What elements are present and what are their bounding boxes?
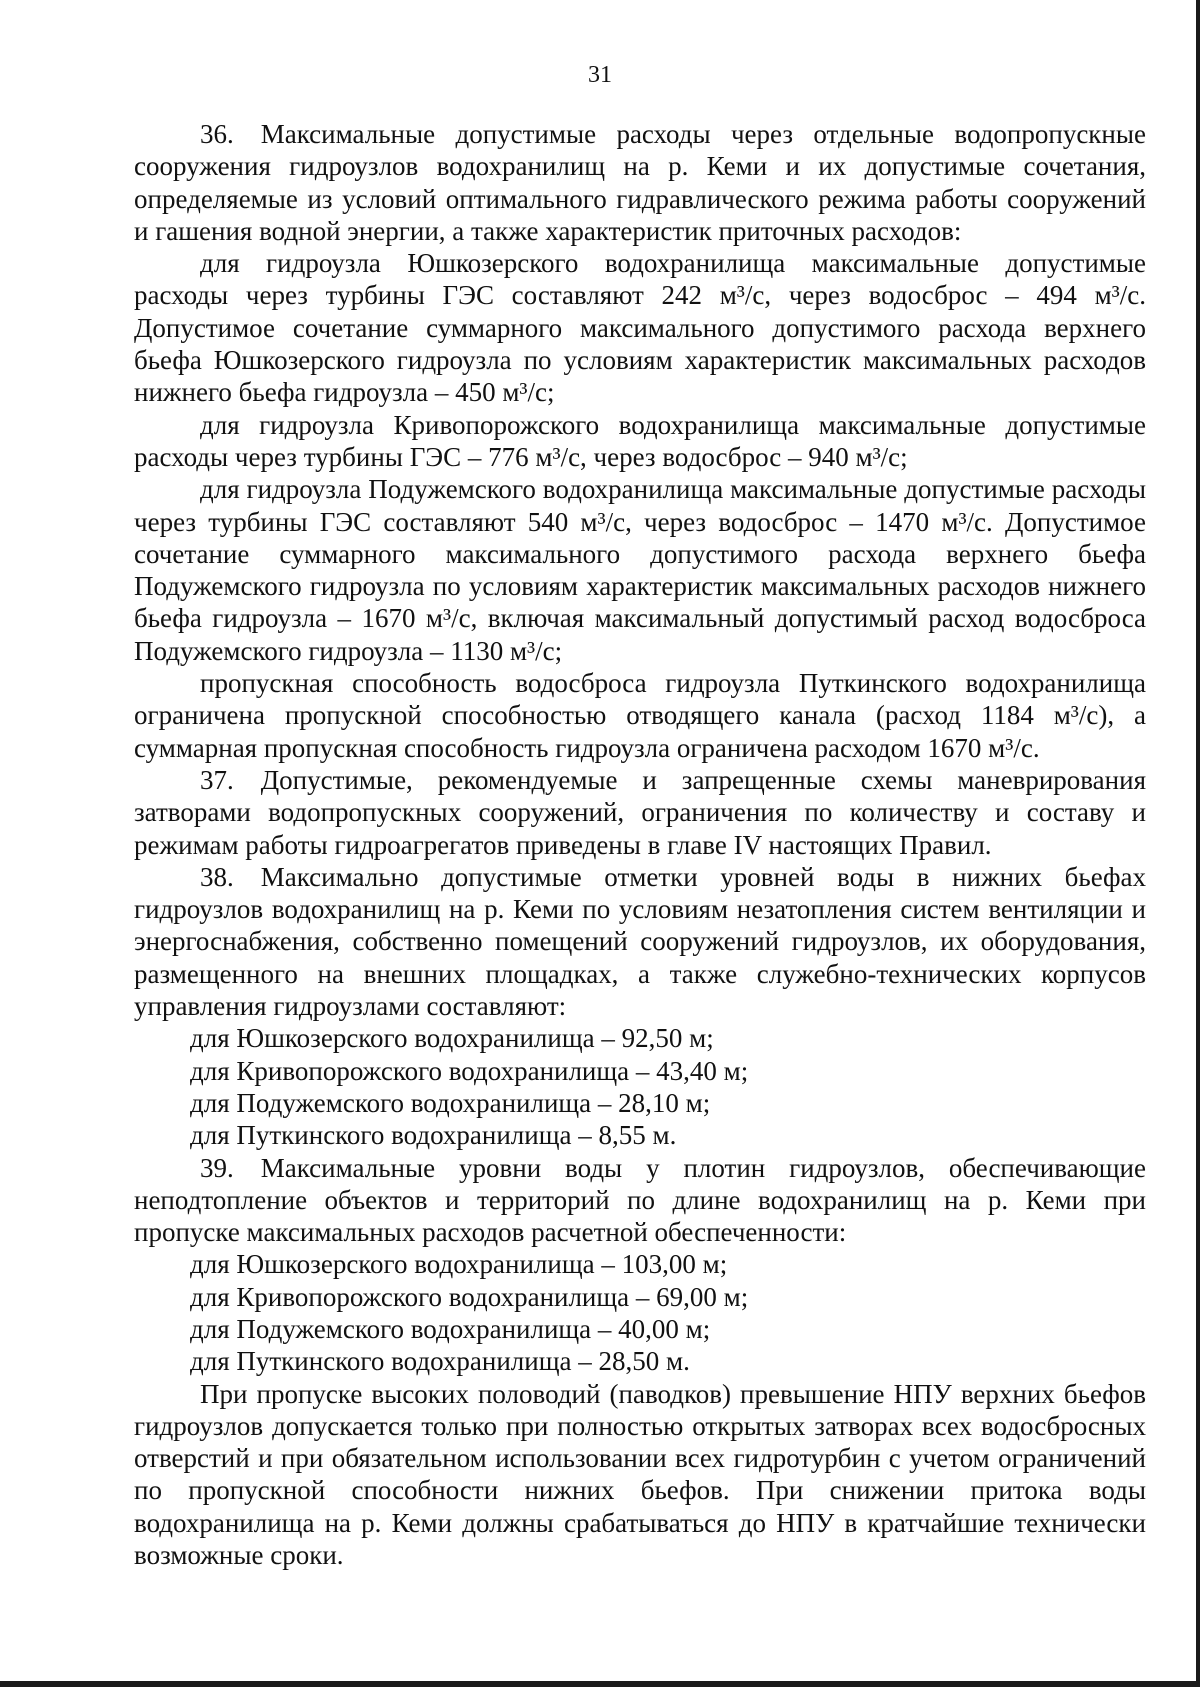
paragraph-36-poduzhemsky: для гидроузла Подужемского водохранилища максимальные допустимые расходы через турбины ГЭС составляют 540 м³/с, через водосброс – 1470 м³/с. Допустимое сочетание суммарного максимального допустимого расхода верхнего бьефа Подужемского гидроузла по условиям характеристик максимальных расходов нижнего бьефа гидроузла – 1670 м³/с, включая максимальный допустимый расход водосброса Подужемского гидроузла – 1130 м³/с; [134, 474, 1146, 666]
paragraph-36-intro: 36. Максимальные допустимые расходы через отдельные водопропускные сооружения гидроузлов водохранилищ на р. Кеми и их допустимые сочетания, определяемые из условий оптимального гидравлического режима работы сооружений и гашения водной энергии, а также характеристик приточных расходов: [134, 119, 1146, 246]
list-item: для Юшкозерского водохранилища – 92,50 м; [190, 1023, 714, 1054]
page-number: 31 [588, 62, 612, 88]
list-item: для Путкинского водохранилища – 8,55 м. [190, 1120, 677, 1151]
paragraph-36-krivoporozhsky: для гидроузла Кривопорожского водохранилища максимальные допустимые расходы через турбины ГЭС – 776 м³/с, через водосброс – 940 м³/с; [134, 409, 1146, 472]
paragraph-final: При пропуске высоких половодий (паводков) превышение НПУ верхних бьефов гидроузлов допускается только при полностью открытых затворах всех водосбросных отверстий и при обязательном использовании всех гидротурбин с учетом ограничений по пропускной способности нижних бьефов. При снижении притока воды водохранилища на р. Кеми должны срабатываться до НПУ в кратчайшие технически возможные сроки. [134, 1378, 1146, 1571]
paragraph-36-putkinsky: пропускная способность водосброса гидроузла Путкинского водохранилища ограничена пропускной способностью отводящего канала (расход 1184 м³/с), а суммарная пропускная способность гидроузла ограничена расходом 1670 м³/с. [134, 668, 1146, 763]
list-item: для Подужемского водохранилища – 40,00 м; [190, 1313, 711, 1344]
list-item: для Юшкозерского водохранилища – 103,00 м; [190, 1249, 728, 1280]
list-item: для Путкинского водохранилища – 28,50 м. [190, 1346, 690, 1377]
document-body [134, 118, 1146, 1571]
list-item: для Кривопорожского водохранилища – 43,40 м; [190, 1055, 749, 1086]
paragraph-39-intro: 39. Максимальные уровни воды у плотин гидроузлов, обеспечивающие неподтопление объектов и территорий по длине водохранилищ на р. Кеми при пропуске максимальных расходов расчетной обеспеченности: [134, 1152, 1146, 1248]
list-item: для Подужемского водохранилища – 28,10 м; [190, 1087, 711, 1118]
paragraph-38-intro: 38. Максимально допустимые отметки уровней воды в нижних бьефах гидроузлов водохранилищ на р. Кеми по условиям незатопления систем вентиляции и энергоснабжения, собственно помещений сооружений гидроузлов, их оборудования, размещенного на внешних площадках, а также служебно-технических корпусов управления гидроузлами составляют: [134, 861, 1146, 1022]
list-item: для Кривопорожского водохранилища – 69,00 м; [190, 1281, 749, 1312]
paragraph-36-yushkozersky: для гидроузла Юшкозерского водохранилища максимальные допустимые расходы через турбины ГЭС составляют 242 м³/с, через водосброс – 494 м³/с. Допустимое сочетание суммарного максимального допустимого расхода верхнего бьефа Юшкозерского гидроузла по условиям характеристик максимальных расходов нижнего бьефа гидроузла – 450 м³/с; [134, 248, 1146, 408]
paragraph-37: 37. Допустимые, рекомендуемые и запрещенные схемы маневрирования затворами водопропускных сооружений, ограничения по количеству и составу и режимам работы гидроагрегатов приведены в главе IV настоящих Правил. [134, 764, 1146, 860]
